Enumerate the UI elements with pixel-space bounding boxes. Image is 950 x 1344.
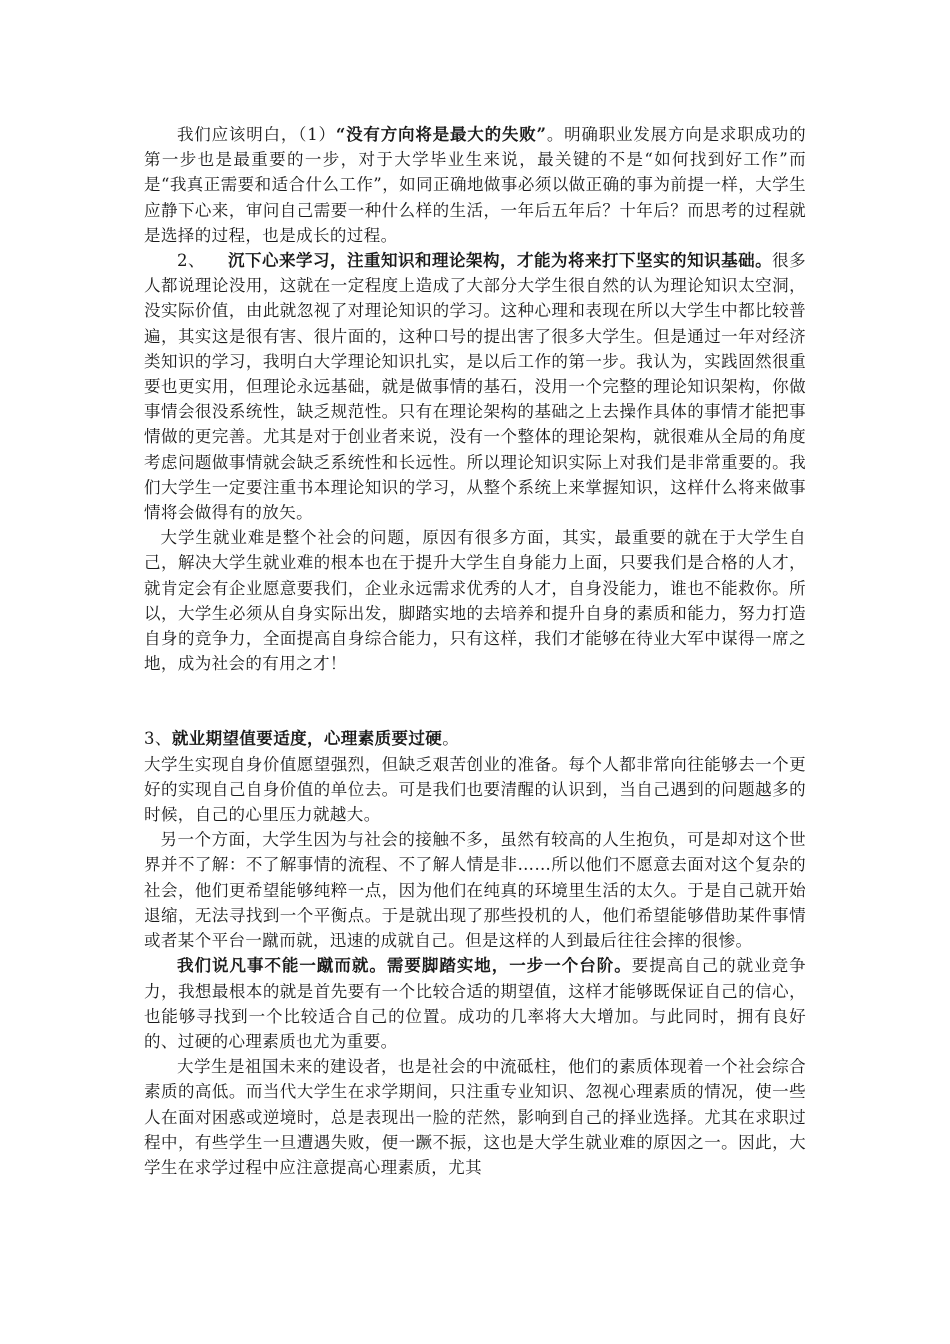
paragraph-self-value — [144, 752, 806, 828]
section-heading: 就业期望值要适度，心理素质要过硬 — [171, 729, 443, 749]
paragraph-text: 大学生实现自身价值愿望强烈，但缺乏艰苦创业的准备。每个人都非常向往能够去一个更好的实现自己自身价值的单位去。可是我们也要清醒的认识到，当自己遇到的问题越多的时候，自己的心里压力就越大。 — [144, 754, 806, 825]
paragraph-direction — [144, 122, 806, 248]
section-heading: 沉下心来学习，注重知识和理论架构，才能为将来打下坚实的知识基础。 — [228, 251, 773, 271]
paragraph-text: 大学生就业难是整个社会的问题，原因有很多方面，其实，最重要的就在于大学生自己，解决大学生就业难的根本也在于提升大学生自身能力上面，只要我们是合格的人才，就肯定会有企业愿意要我们，企业永远需求优秀的人才，自身没能力，谁也不能救你。所以，大学生必须从自身实际出发，脚踏实地的去培养和提升自身的素质和能力，努力打造自身的竞争力，全面提高自身综合能力，只有这样，我们才能够在待业大军中谋得一席之地，成为社会的有用之才！ — [144, 528, 806, 674]
paragraph-society — [144, 827, 806, 953]
paragraph-text: 我们应该明白，（1） — [177, 125, 336, 144]
blank-gap — [144, 676, 806, 726]
heading-punctuation: 。 — [442, 729, 460, 749]
paragraph-text: 大学生是祖国未来的建设者，也是社会的中流砥柱，他们的素质体现着一个社会综合素质的高低。而当代大学生在求学期间，只注重专业知识、忽视心理素质的情况，使一些人在面对困惑或逆境时，总是表现出一脸的茫然，影响到自己的择业选择。尤其在求职过程中，有些学生一旦遭遇失败，便一蹶不振，这也是大学生就业难的原因之一。因此，大学生在求学过程中应注意提高心理素质，尤其 — [144, 1057, 806, 1177]
paragraph-text: 另一个方面，大学生因为与社会的接触不多，虽然有较高的人生抱负，可是却对这个世界并不了解：不了解事情的流程、不了解人情是非……所以他们不愿意去面对这个复杂的社会，他们更希望能够纯粹一点，因为他们在纯真的环境里生活的太久。于是自己就开始退缩，无法寻找到一个平衡点。于是就出现了那些投机的人，他们希望能够借助某件事情或者某个平台一蹴而就，迅速的成就自己。但是这样的人到最后往往会摔的很惨。 — [144, 830, 806, 951]
paragraph-psychology — [144, 1054, 806, 1180]
bold-emphasis: “没有方向将是最大的失败” — [335, 125, 547, 144]
paragraph-theory — [144, 248, 806, 525]
section-3-heading — [144, 726, 806, 751]
paragraph-text: 。明确职业发展方向是求职成功的第一步也是最重要的一步，对于大学毕业生来说，最关键的不是“如何找到好工作”而是“我真正需要和适合什么工作”，如同正确地做事必须以做正确的事为前提一样，大学生应静下心来，审问自己需要一种什么样的生活，一年后五年后？十年后？而思考的过程就是选择的过程，也是成长的过程。 — [144, 125, 807, 245]
paragraph-text: 要提高自己的就业竞争力，我想最根本的就是首先要有一个比较合适的期望值，这样才能够既保证自己的信心，也能够寻找到一个比较适合自己的位置。成功的几率将大大增加。与此同时，拥有良好的、过硬的心理素质也尤为重要。 — [144, 956, 806, 1051]
paragraph-employment — [144, 525, 806, 676]
bold-emphasis: 我们说凡事不能一蹴而就。需要脚踏实地，一步一个台阶。 — [177, 956, 632, 976]
section-number: 3、 — [144, 729, 172, 749]
section-number: 2、 — [177, 251, 206, 271]
paragraph-text: 很多人都说理论没用，这就在一定程度上造成了大部分大学生很自然的认为理论知识太空洞，没实际价值，由此就忽视了对理论知识的学习。这种心理和表现在所以大学生中都比较普遍，其实这是很有害、很片面的，这种口号的提出害了很多大学生。但是通过一年对经济类知识的学习，我明白大学理论知识扎实，是以后工作的第一步。我认为，实践固然很重要也更实用，但理论永远基础，就是做事情的基石，没用一个完整的理论知识架构，你做事情会很没系统性，缺乏规范性。只有在理论架构的基础之上去操作具体的事情才能把事情做的更完善。尤其是对于创业者来说，没有一个整体的理论架构，就很难从全局的角度考虑问题做事情就会缺乏系统性和长远性。所以理论知识实际上对我们是非常重要的。我们大学生一定要注重书本理论知识的学习，从整个系统上来掌握知识，这样什么将来做事情将会做得有的放矢。 — [144, 251, 806, 523]
paragraph-step-by-step — [144, 953, 806, 1054]
document-body — [144, 122, 806, 1180]
